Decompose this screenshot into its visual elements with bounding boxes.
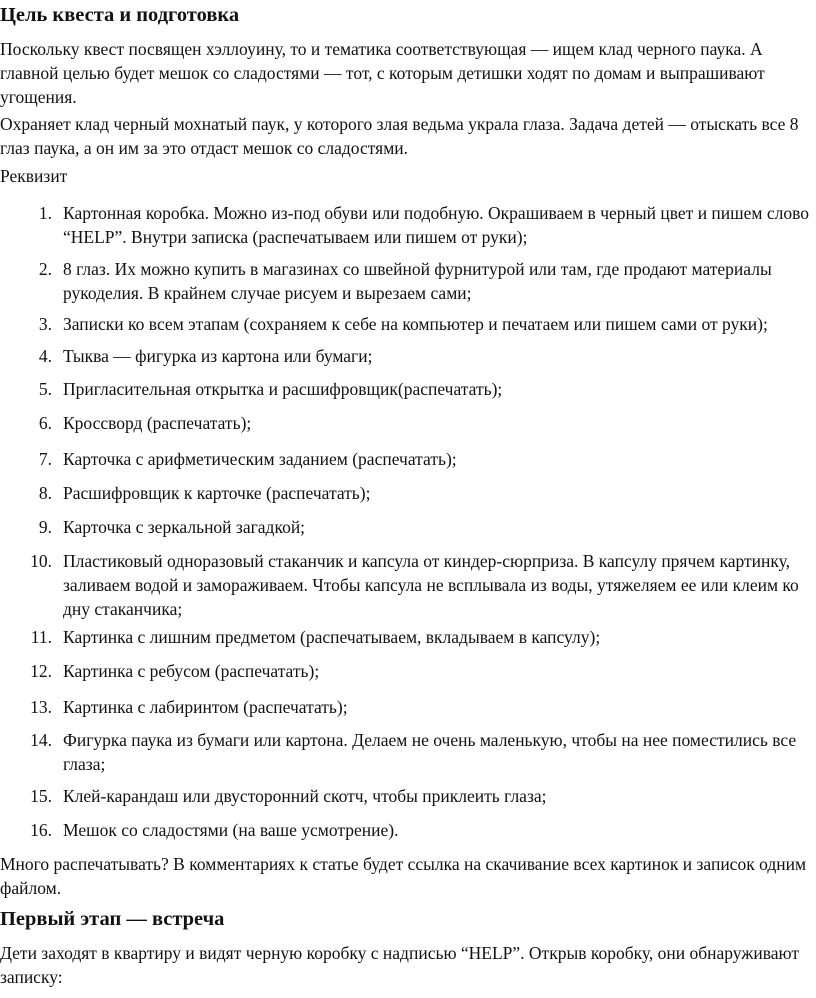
list-item-text: Пластиковый одноразовый стаканчик и капсула от киндер-сюрприза. В капсулу прячем картинку, заливаем водой и замораживаем. Чтобы капсула не всплывала из воды, утяжеляем ее или клеим ко дну стаканчика; — [63, 551, 799, 619]
intro-paragraph-2: Охраняет клад черный мохнатый паук, у которого злая ведьма украла глаза. Задача детей — отыскать все 8 глаз паука, а он им за это отдаст мешок со сладостями. — [0, 114, 799, 158]
list-item-text: Записки ко всем этапам (сохраняем к себе на компьютер и печатаем или пишем сами от руки); — [63, 314, 768, 334]
list-item-text: Картинка с лишним предметом (распечатываем, вкладываем в капсулу); — [63, 627, 601, 647]
intro-paragraph-1: Поскольку квест посвящен хэллоуину, то и тематика соответствующая — ищем клад черного паука. А главной целью будет мешок со сладостями — тот, с которым детишки ходят по домам и выпрашивают угощения. — [0, 39, 765, 107]
list-item-number: 9. — [38, 517, 52, 537]
list-item-number: 6. — [38, 413, 52, 433]
list-item-text: Пригласительная открытка и расшифровщик(распечатать); — [63, 379, 503, 399]
list-item-number: 5. — [38, 379, 52, 399]
list-item-text: Мешок со сладостями (на ваше усмотрение). — [63, 820, 399, 840]
list-item-number: 15. — [30, 786, 52, 806]
list-item-text: 8 глаз. Их можно купить в магазинах со швейной фурнитурой или там, где продают материалы рукоделия. В крайнем случае рисуем и вырезаем сами; — [63, 259, 772, 303]
print-note-paragraph: Много распечатывать? В комментариях к статье будет ссылка на скачивание всех картинок и записок одним файлом. — [0, 854, 807, 898]
list-item-number: 2. — [38, 259, 52, 279]
list-item-text: Расшифровщик к карточке (распечатать); — [63, 483, 371, 503]
list-item-number: 11. — [30, 627, 52, 647]
goal-heading: Цель квеста и подготовка — [0, 4, 240, 26]
list-item-number: 10. — [30, 551, 52, 571]
list-item-number: 14. — [30, 730, 52, 750]
list-item-number: 3. — [38, 314, 52, 334]
list-item-text: Тыква — фигурка из картона или бумаги; — [63, 346, 373, 366]
stage1-paragraph: Дети заходят в квартиру и видят черную коробку с надписью “HELP”. Открыв коробку, они обнаруживают записку: — [0, 943, 800, 987]
list-item-text: Картинка с лабиринтом (распечатать); — [63, 697, 348, 717]
list-item-number: 7. — [38, 449, 52, 469]
list-item-number: 4. — [38, 346, 52, 366]
list-item-text: Кроссворд (распечатать); — [63, 413, 252, 433]
list-item-number: 16. — [30, 820, 52, 840]
props-label: Реквизит — [0, 166, 68, 186]
list-item-text: Карточка с зеркальной загадкой; — [63, 517, 306, 537]
list-item-text: Карточка с арифметическим заданием (распечатать); — [63, 449, 457, 469]
list-item-text: Клей-карандаш или двусторонний скотч, чтобы приклеить глаза; — [63, 786, 547, 806]
list-item-number: 13. — [30, 697, 52, 717]
list-item-text: Картинка с ребусом (распечатать); — [63, 661, 320, 681]
list-item-number: 12. — [30, 661, 52, 681]
list-item-text: Картонная коробка. Можно из-под обуви или подобную. Окрашиваем в черный цвет и пишем слово “HELP”. Внутри записка (распечатываем или пишем от руки); — [63, 203, 809, 247]
list-item-number: 8. — [38, 483, 52, 503]
list-item-text: Фигурка паука из бумаги или картона. Делаем не очень маленькую, чтобы на нее поместились все глаза; — [63, 730, 797, 774]
stage1-heading: Первый этап — встреча — [0, 908, 225, 930]
list-item-number: 1. — [38, 203, 52, 223]
